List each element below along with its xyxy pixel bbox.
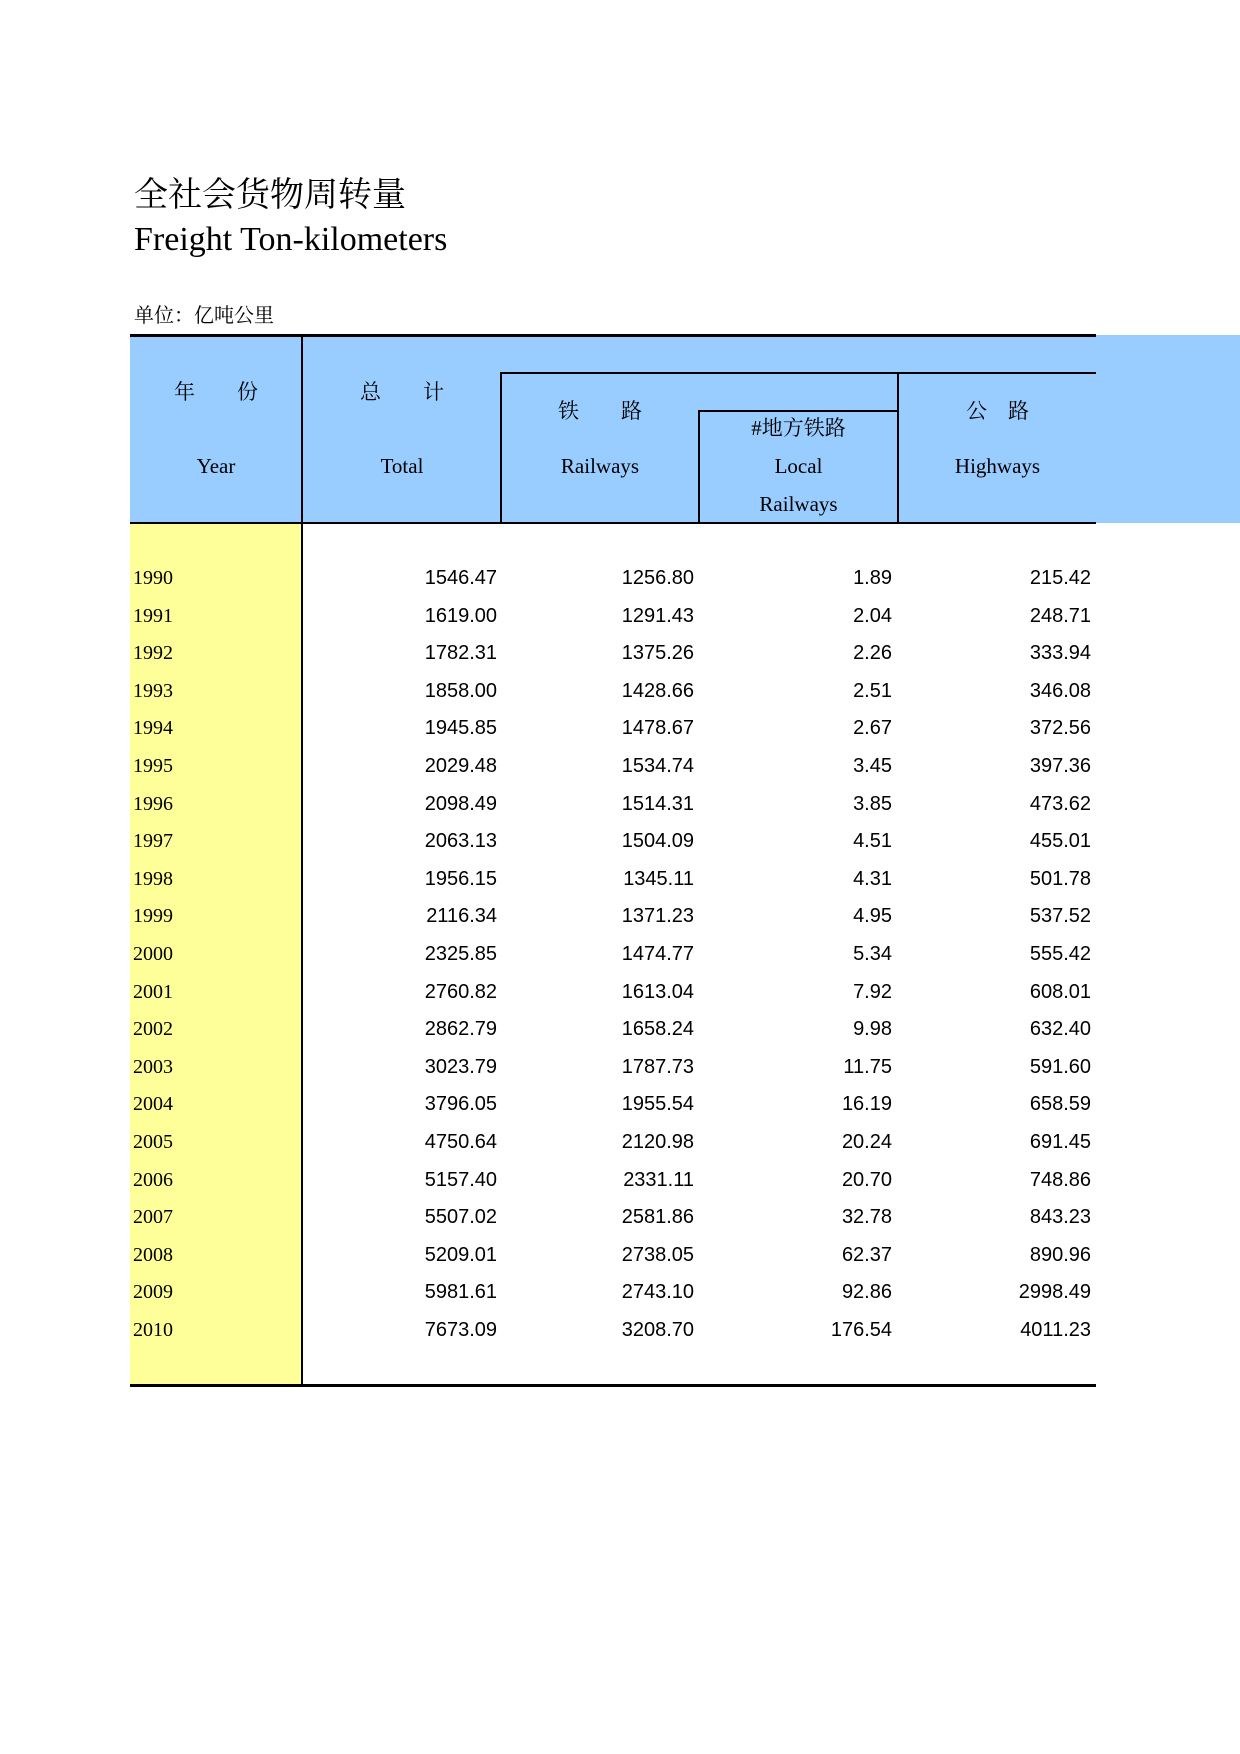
header-group-line bbox=[501, 372, 1096, 374]
header-sub-line bbox=[699, 410, 899, 412]
total-cell: 3796.05 bbox=[424, 1093, 497, 1115]
year-column-divider bbox=[301, 334, 303, 1386]
total-cell: 2862.79 bbox=[424, 1018, 497, 1040]
table-top-border bbox=[130, 334, 1096, 337]
rail-cell: 1613.04 bbox=[621, 981, 694, 1003]
highway-cell: 843.23 bbox=[1029, 1206, 1091, 1228]
year-cell: 2002 bbox=[133, 1018, 173, 1040]
local-cell: 2.67 bbox=[853, 717, 892, 739]
highway-cell: 333.94 bbox=[1029, 642, 1091, 664]
year-cell: 2006 bbox=[133, 1169, 173, 1191]
total-cell: 5209.01 bbox=[424, 1244, 497, 1266]
total-cell: 7673.09 bbox=[424, 1319, 497, 1341]
rail-cell: 1345.11 bbox=[623, 868, 694, 890]
total-cell: 1619.00 bbox=[424, 605, 497, 627]
local-cell: 2.04 bbox=[853, 605, 892, 627]
rail-cell: 1955.54 bbox=[621, 1093, 694, 1115]
total-cell: 1945.85 bbox=[424, 717, 497, 739]
local-cell: 4.95 bbox=[853, 905, 892, 927]
local-cell: 32.78 bbox=[841, 1206, 892, 1228]
highway-cell: 346.08 bbox=[1029, 680, 1091, 702]
highway-cell: 2998.49 bbox=[1018, 1281, 1091, 1303]
rail-cell: 2743.10 bbox=[621, 1281, 694, 1303]
local-cell: 3.45 bbox=[853, 755, 892, 777]
header-total-cn: 总 计 bbox=[360, 380, 444, 404]
total-cell: 2029.48 bbox=[424, 755, 497, 777]
year-cell: 2008 bbox=[133, 1244, 173, 1266]
rail-cell: 1371.23 bbox=[621, 905, 694, 927]
highway-cell: 473.62 bbox=[1029, 793, 1091, 815]
total-cell: 2098.49 bbox=[424, 793, 497, 815]
rail-cell: 1375.26 bbox=[621, 642, 694, 664]
rail-cell: 1787.73 bbox=[621, 1056, 694, 1078]
header-highway-en: Highways bbox=[954, 454, 1041, 478]
highway-cell: 372.56 bbox=[1029, 717, 1091, 739]
local-cell: 4.51 bbox=[853, 830, 892, 852]
local-cell: 176.54 bbox=[830, 1319, 892, 1341]
header-bottom-border bbox=[130, 522, 1096, 524]
local-cell: 62.37 bbox=[841, 1244, 892, 1266]
year-cell: 1997 bbox=[133, 830, 173, 852]
highway-cell: 248.71 bbox=[1029, 605, 1091, 627]
rail-cell: 1474.77 bbox=[621, 943, 694, 965]
rail-cell: 1514.31 bbox=[621, 793, 694, 815]
year-cell: 1996 bbox=[133, 793, 173, 815]
local-cell: 20.24 bbox=[841, 1131, 892, 1153]
page-title-en: Freight Ton-kilometers bbox=[134, 221, 448, 258]
year-cell: 1999 bbox=[133, 905, 173, 927]
year-cell: 2005 bbox=[133, 1131, 173, 1153]
highway-cell: 397.36 bbox=[1029, 755, 1091, 777]
year-cell: 2007 bbox=[133, 1206, 173, 1228]
header-local-en-1: Local bbox=[774, 454, 823, 478]
highway-cell: 890.96 bbox=[1029, 1244, 1091, 1266]
highway-cell: 537.52 bbox=[1029, 905, 1091, 927]
local-cell: 1.89 bbox=[853, 567, 892, 589]
highway-cell: 658.59 bbox=[1029, 1093, 1091, 1115]
highway-cell: 591.60 bbox=[1029, 1056, 1091, 1078]
year-cell: 2004 bbox=[133, 1093, 173, 1115]
rail-cell: 1534.74 bbox=[621, 755, 694, 777]
highway-cell: 632.40 bbox=[1029, 1018, 1091, 1040]
year-cell: 1992 bbox=[133, 642, 173, 664]
rail-cell: 2738.05 bbox=[621, 1244, 694, 1266]
rail-cell: 1291.43 bbox=[621, 605, 694, 627]
table-header-background bbox=[130, 335, 1240, 523]
highway-cell: 555.42 bbox=[1029, 943, 1091, 965]
header-highway-cn: 公 路 bbox=[966, 399, 1029, 423]
total-cell: 2325.85 bbox=[424, 943, 497, 965]
year-cell: 1990 bbox=[133, 567, 173, 589]
local-cell: 5.34 bbox=[853, 943, 892, 965]
header-local-en-2: Railways bbox=[759, 492, 838, 516]
local-column-divider bbox=[897, 372, 899, 523]
header-rail-cn: 铁 路 bbox=[558, 399, 642, 423]
year-cell: 2009 bbox=[133, 1281, 173, 1303]
rail-cell: 2331.11 bbox=[623, 1169, 694, 1191]
rail-cell: 1478.67 bbox=[621, 717, 694, 739]
header-rail-en: Railways bbox=[560, 454, 640, 478]
local-cell: 7.92 bbox=[853, 981, 892, 1003]
local-cell: 3.85 bbox=[853, 793, 892, 815]
local-cell: 16.19 bbox=[841, 1093, 892, 1115]
year-cell: 1991 bbox=[133, 605, 173, 627]
total-cell: 1782.31 bbox=[424, 642, 497, 664]
total-cell: 5981.61 bbox=[424, 1281, 497, 1303]
year-cell: 1998 bbox=[133, 868, 173, 890]
total-cell: 1858.00 bbox=[424, 680, 497, 702]
highway-cell: 691.45 bbox=[1029, 1131, 1091, 1153]
local-cell: 2.26 bbox=[853, 642, 892, 664]
rail-cell: 3208.70 bbox=[621, 1319, 694, 1341]
header-total-en: Total bbox=[380, 454, 424, 478]
total-cell: 5507.02 bbox=[424, 1206, 497, 1228]
total-cell: 1956.15 bbox=[424, 868, 497, 890]
highway-cell: 455.01 bbox=[1029, 830, 1091, 852]
total-cell: 2760.82 bbox=[424, 981, 497, 1003]
page-title-cn: 全社会货物周转量 bbox=[134, 177, 406, 214]
highway-cell: 4011.23 bbox=[1020, 1319, 1091, 1341]
rail-cell: 1504.09 bbox=[621, 830, 694, 852]
total-cell: 2116.34 bbox=[426, 905, 497, 927]
rail-cell: 1428.66 bbox=[621, 680, 694, 702]
local-cell: 11.75 bbox=[843, 1056, 892, 1078]
total-cell: 5157.40 bbox=[424, 1169, 497, 1191]
total-cell: 2063.13 bbox=[424, 830, 497, 852]
total-cell: 1546.47 bbox=[424, 567, 497, 589]
local-cell: 20.70 bbox=[841, 1169, 892, 1191]
year-cell: 2003 bbox=[133, 1056, 173, 1078]
local-cell: 2.51 bbox=[853, 680, 892, 702]
unit-label: 单位：亿吨公里 bbox=[134, 305, 274, 327]
rail-cell: 2120.98 bbox=[621, 1131, 694, 1153]
year-cell: 1995 bbox=[133, 755, 173, 777]
rail-cell: 1658.24 bbox=[621, 1018, 694, 1040]
table-bottom-border bbox=[130, 1384, 1096, 1387]
header-year-en: Year bbox=[196, 454, 236, 478]
local-cell: 4.31 bbox=[853, 868, 892, 890]
year-cell: 1993 bbox=[133, 680, 173, 702]
year-cell: 2000 bbox=[133, 943, 173, 965]
rail-cell: 1256.80 bbox=[621, 567, 694, 589]
total-cell: 3023.79 bbox=[424, 1056, 497, 1078]
highway-cell: 608.01 bbox=[1029, 981, 1091, 1003]
year-cell: 1994 bbox=[133, 717, 173, 739]
year-cell: 2010 bbox=[133, 1319, 173, 1341]
highway-cell: 215.42 bbox=[1029, 567, 1091, 589]
year-cell: 2001 bbox=[133, 981, 173, 1003]
total-cell: 4750.64 bbox=[424, 1131, 497, 1153]
rail-cell: 2581.86 bbox=[621, 1206, 694, 1228]
header-local-cn: #地方铁路 bbox=[751, 416, 846, 440]
header-year-cn: 年 份 bbox=[174, 380, 258, 404]
highway-cell: 501.78 bbox=[1029, 868, 1091, 890]
highway-cell: 748.86 bbox=[1029, 1169, 1091, 1191]
local-cell: 92.86 bbox=[841, 1281, 892, 1303]
local-cell: 9.98 bbox=[853, 1018, 892, 1040]
